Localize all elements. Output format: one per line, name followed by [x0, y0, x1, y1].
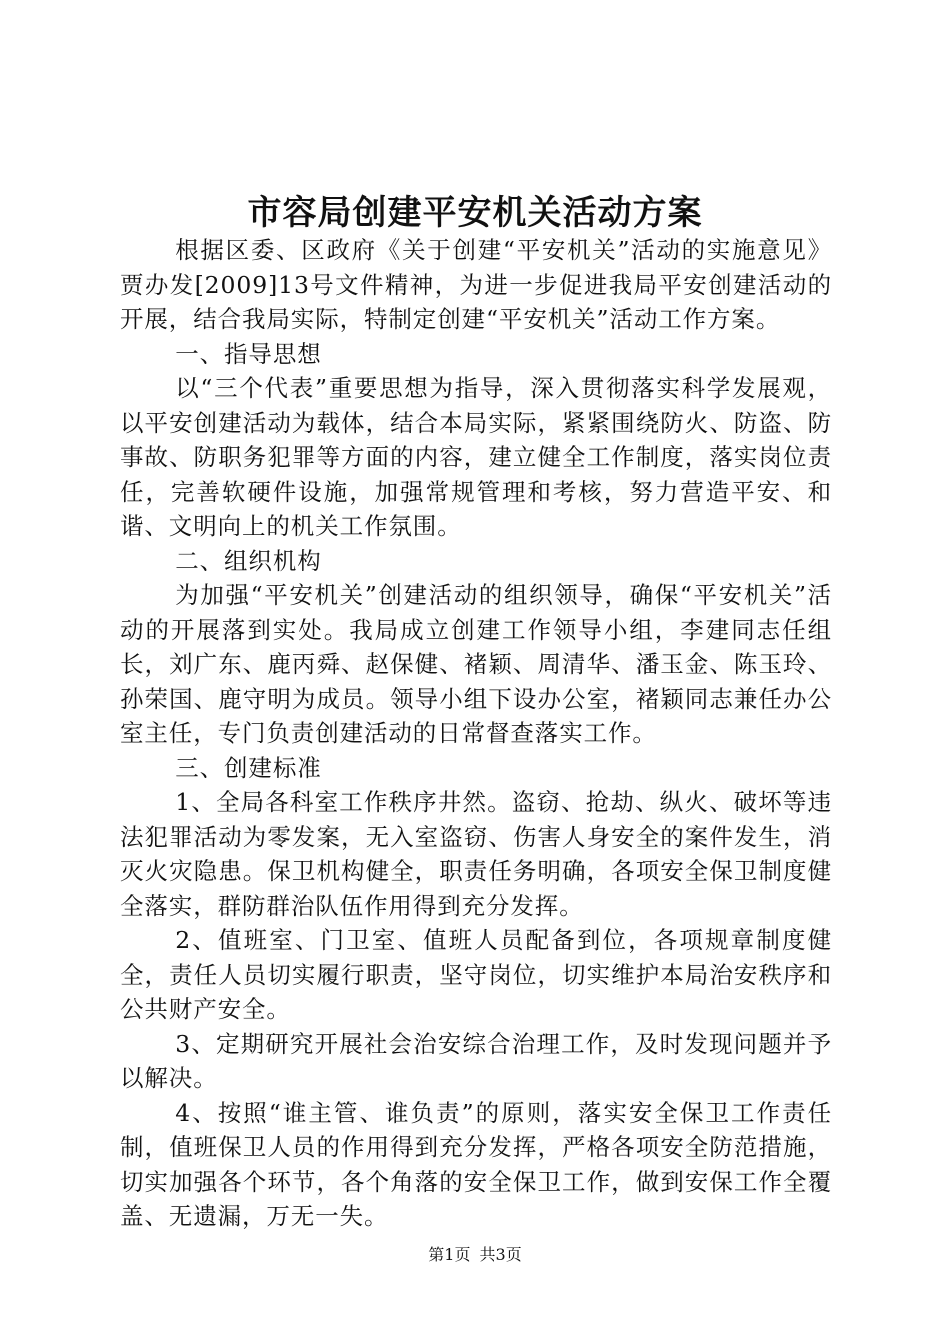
page-total: 共3页 [479, 1245, 522, 1264]
standard-item-4: 4、按照“谁主管、谁负责”的原则，落实安全保卫工作责任制，值班保卫人员的作用得到充分发挥，严格各项安全防范措施，切实加强各个环节，各个角落的安全保卫工作，做到安保工作全覆盖、无遗漏，万无一失。 [120, 1098, 832, 1230]
section-heading-organization: 二、组织机构 [175, 546, 322, 575]
intro-paragraph: 根据区委、区政府《关于创建“平安机关”活动的实施意见》贾办发[2009]13号文件精神，为进一步促进我局平安创建活动的开展，结合我局实际，特制定创建“平安机关”活动工作方案。 [120, 236, 832, 333]
standard-item-3: 3、定期研究开展社会治安综合治理工作，及时发现问题并予以解决。 [120, 1029, 832, 1092]
organization-paragraph: 为加强“平安机关”创建活动的组织领导，确保“平安机关”活动的开展落到实处。我局成立创建工作领导小组，李建同志任组长，刘广东、鹿丙舜、赵保健、褚颖、周清华、潘玉金、陈玉玲、孙荣国、鹿守明为成员。领导小组下设办公室，褚颖同志兼任办公室主任，专门负责创建活动的日常督查落实工作。 [120, 581, 832, 747]
section-heading-guiding-ideology: 一、指导思想 [175, 339, 322, 368]
page-footer [0, 1242, 950, 1265]
guiding-ideology-paragraph: 以“三个代表”重要思想为指导，深入贯彻落实科学发展观，以平安创建活动为载体，结合本局实际，紧紧围绕防火、防盗、防事故、防职务犯罪等方面的内容，建立健全工作制度，落实岗位责任，完善软硬件设施，加强常规管理和考核，努力营造平安、和谐、文明向上的机关工作氛围。 [120, 374, 832, 540]
standard-item-2: 2、值班室、门卫室、值班人员配备到位，各项规章制度健全，责任人员切实履行职责，坚守岗位，切实维护本局治安秩序和公共财产安全。 [120, 926, 832, 1023]
document-body [120, 233, 832, 1234]
page-number: 第1页 [428, 1245, 471, 1264]
document-title: 市容局创建平安机关活动方案 [247, 193, 703, 233]
standard-item-1: 1、全局各科室工作秩序井然。盗窃、抢劫、纵火、破坏等违法犯罪活动为零发案，无入室盗窃、伤害人身安全的案件发生，消灭火灾隐患。保卫机构健全，职责任务明确，各项安全保卫制度健全落实，群防群治队伍作用得到充分发挥。 [120, 788, 832, 920]
section-heading-standards: 三、创建标准 [175, 753, 322, 782]
